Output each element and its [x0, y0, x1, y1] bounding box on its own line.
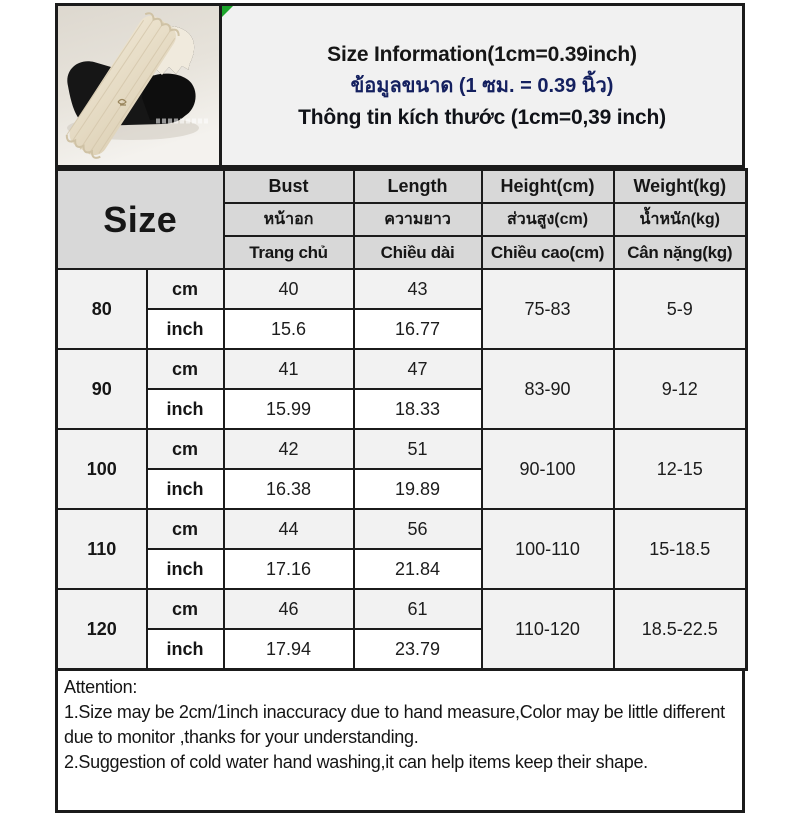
size-label-120: 120 [57, 589, 147, 670]
height-range-value: 100-110 [482, 509, 614, 589]
attention-box [55, 671, 745, 813]
col-header-bust-th: หน้าอก [224, 203, 354, 236]
bust-cm-value: 46 [224, 589, 354, 629]
length-inch-value: 16.77 [354, 309, 482, 349]
size-label-110: 110 [57, 509, 147, 589]
col-header-bust-vi: Trang chủ [224, 236, 354, 269]
unit-label-cm: cm [147, 509, 224, 549]
size-header-cell: Size [57, 170, 224, 270]
content-area [55, 3, 745, 813]
top-band [55, 3, 745, 168]
length-inch-value: 18.33 [354, 389, 482, 429]
length-cm-value: 43 [354, 269, 482, 309]
title-vietnamese: Thông tin kích thước (1cm=0,39 inch) [298, 106, 666, 129]
length-cm-value: 47 [354, 349, 482, 389]
weight-range-value: 12-15 [614, 429, 747, 509]
col-header-height-vi: Chiều cao(cm) [482, 236, 614, 269]
bust-cm-value: 40 [224, 269, 354, 309]
title-english: Size Information(1cm=0.39inch) [327, 43, 637, 66]
bust-cm-value: 44 [224, 509, 354, 549]
unit-label-inch: inch [147, 549, 224, 589]
col-header-bust-en: Bust [224, 170, 354, 204]
unit-label-cm: cm [147, 269, 224, 309]
attention-heading: Attention: [64, 677, 138, 697]
size-label-80: 80 [57, 269, 147, 349]
length-cm-value: 51 [354, 429, 482, 469]
size-row-110-cm [57, 509, 747, 549]
size-row-120-cm [57, 589, 747, 629]
weight-range-value: 9-12 [614, 349, 747, 429]
unit-label-inch: inch [147, 629, 224, 670]
black-garment-right [142, 74, 196, 120]
weight-range-value: 15-18.5 [614, 509, 747, 589]
col-header-length-th: ความยาว [354, 203, 482, 236]
bust-inch-value: 15.6 [224, 309, 354, 349]
attention-line-1: 1.Size may be 2cm/1inch inaccuracy due to hand measure,Color may be little different due to monitor ,thanks for your understanding. [64, 702, 725, 747]
weight-range-value: 18.5-22.5 [614, 589, 747, 670]
bust-cm-value: 42 [224, 429, 354, 469]
bust-inch-value: 17.16 [224, 549, 354, 589]
bust-inch-value: 17.94 [224, 629, 354, 670]
weight-range-value: 5-9 [614, 269, 747, 349]
size-row-80-cm [57, 269, 747, 309]
col-header-length-vi: Chiều dài [354, 236, 482, 269]
unit-label-inch: inch [147, 389, 224, 429]
length-cm-value: 61 [354, 589, 482, 629]
height-range-value: 90-100 [482, 429, 614, 509]
length-cm-value: 56 [354, 509, 482, 549]
bust-inch-value: 16.38 [224, 469, 354, 509]
unit-label-cm: cm [147, 349, 224, 389]
col-header-length-en: Length [354, 170, 482, 204]
title-thai: ข้อมูลขนาด (1 ซม. = 0.39 นิ้ว) [350, 75, 614, 97]
height-range-value: 110-120 [482, 589, 614, 670]
size-label-100: 100 [57, 429, 147, 509]
height-range-value: 83-90 [482, 349, 614, 429]
col-header-weight-th: น้ำหนัก(kg) [614, 203, 747, 236]
bust-inch-value: 15.99 [224, 389, 354, 429]
length-inch-value: 23.79 [354, 629, 482, 670]
size-table [55, 168, 748, 671]
unit-label-inch: inch [147, 469, 224, 509]
size-label-90: 90 [57, 349, 147, 429]
attention-line-2: 2.Suggestion of cold water hand washing,it can help items keep their shape. [64, 752, 648, 772]
unit-label-cm: cm [147, 589, 224, 629]
col-header-height-th: ส่วนสูง(cm) [482, 203, 614, 236]
length-inch-value: 21.84 [354, 549, 482, 589]
product-photo [55, 3, 222, 168]
product-photo-illustration [58, 6, 219, 165]
green-corner-marker [222, 6, 233, 17]
size-row-90-cm [57, 349, 747, 389]
size-table-header [57, 170, 747, 270]
col-header-height-en: Height(cm) [482, 170, 614, 204]
size-table-body [57, 269, 747, 670]
size-row-100-cm [57, 429, 747, 469]
bust-cm-value: 41 [224, 349, 354, 389]
title-box [222, 3, 745, 168]
unit-label-cm: cm [147, 429, 224, 469]
col-header-weight-en: Weight(kg) [614, 170, 747, 204]
length-inch-value: 19.89 [354, 469, 482, 509]
height-range-value: 75-83 [482, 269, 614, 349]
unit-label-inch: inch [147, 309, 224, 349]
col-header-weight-vi: Cân nặng(kg) [614, 236, 747, 269]
